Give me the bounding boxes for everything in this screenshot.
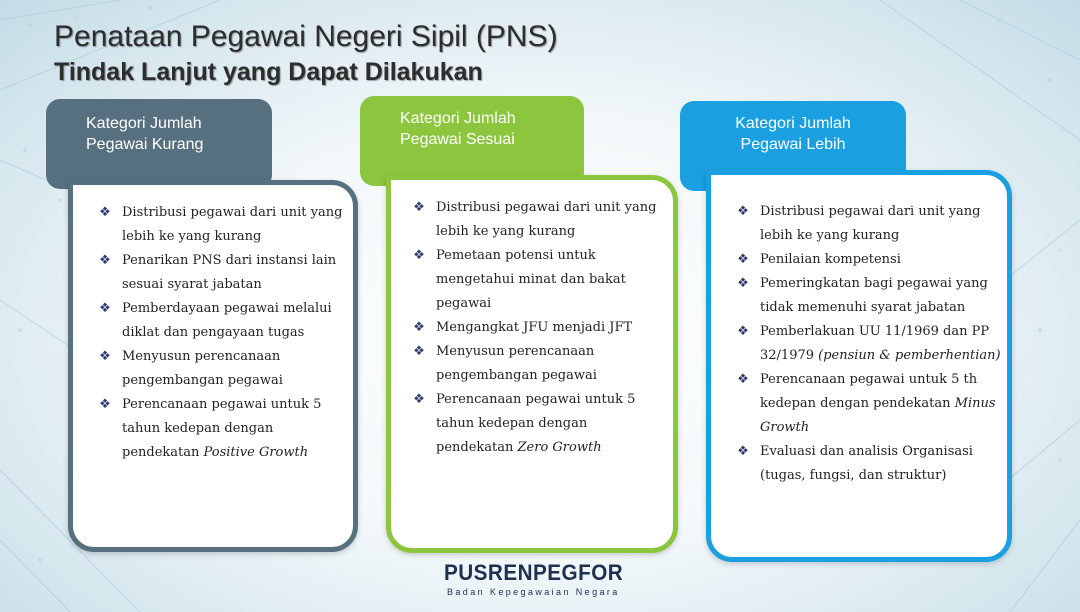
- category-card-sesuai: [386, 175, 678, 553]
- category-heading-line1: Kategori Jumlah: [400, 110, 516, 127]
- pusrenpegfor-logo: [444, 560, 636, 606]
- list-item: ❖ Pemberdayaan pegawai melalui diklat dan pengayaan tugas: [97, 297, 349, 345]
- diamond-bullet-icon: ❖: [737, 276, 749, 291]
- diamond-bullet-icon: ❖: [413, 200, 425, 215]
- list-item: ❖ Pemeringkatan bagi pegawai yang tidak memenuhi syarat jabatan: [735, 272, 1005, 320]
- category-heading-line2: Pegawai Kurang: [86, 136, 204, 153]
- list-item: ❖ Menyusun perencanaan pengembangan pegawai: [97, 345, 349, 393]
- list-item: ❖ Perencanaan pegawai untuk 5 tahun kedepan dengan pendekatan Zero Growth: [411, 388, 667, 460]
- diamond-bullet-icon: ❖: [737, 324, 749, 339]
- action-list: [97, 201, 349, 465]
- list-item: ❖ Mengangkat JFU menjadi JFT: [411, 316, 667, 340]
- list-item: ❖ Pemetaan potensi untuk mengetahui minat dan bakat pegawai: [411, 244, 667, 316]
- diamond-bullet-icon: ❖: [99, 205, 111, 220]
- list-item: ❖ Perencanaan pegawai untuk 5 th kedepan dengan pendekatan Minus Growth: [735, 368, 1005, 440]
- list-item: ❖ Penilaian kompetensi: [735, 248, 1005, 272]
- diamond-bullet-icon: ❖: [737, 444, 749, 459]
- list-item: ❖ Pemberlakuan UU 11/1969 dan PP 32/1979 (pensiun & pemberhentian): [735, 320, 1005, 368]
- category-heading-line1: Kategori Jumlah: [735, 115, 851, 132]
- list-item: ❖ Perencanaan pegawai untuk 5 tahun kedepan dengan pendekatan Positive Growth: [97, 393, 349, 465]
- page-title: Penataan Pegawai Negeri Sipil (PNS): [54, 20, 558, 53]
- category-heading-line1: Kategori Jumlah: [86, 115, 202, 132]
- category-card-kurang: [68, 180, 358, 552]
- diamond-bullet-icon: ❖: [99, 301, 111, 316]
- diamond-bullet-icon: ❖: [737, 372, 749, 387]
- diamond-bullet-icon: ❖: [413, 344, 425, 359]
- diamond-bullet-icon: ❖: [737, 204, 749, 219]
- list-item: ❖ Distribusi pegawai dari unit yang lebih ke yang kurang: [735, 200, 1005, 248]
- page-subtitle: Tindak Lanjut yang Dapat Dilakukan: [54, 58, 483, 86]
- list-item: ❖ Evaluasi dan analisis Organisasi (tugas, fungsi, dan struktur): [735, 440, 1005, 488]
- list-item: ❖ Menyusun perencanaan pengembangan pegawai: [411, 340, 667, 388]
- category-tab-sesuai: [360, 96, 584, 186]
- list-item: ❖ Penarikan PNS dari instansi lain sesuai syarat jabatan: [97, 249, 349, 297]
- diamond-bullet-icon: ❖: [99, 253, 111, 268]
- list-item: ❖ Distribusi pegawai dari unit yang lebih ke yang kurang: [411, 196, 667, 244]
- category-heading-line2: Pegawai Lebih: [740, 136, 846, 153]
- logo-name: PUSRENPEGFOR: [444, 560, 624, 585]
- diamond-bullet-icon: ❖: [99, 397, 111, 412]
- logo-tagline: Badan Kepegawaian Negara: [447, 587, 620, 597]
- diamond-bullet-icon: ❖: [99, 349, 111, 364]
- diamond-bullet-icon: ❖: [413, 392, 425, 407]
- action-list: [411, 196, 667, 460]
- diamond-bullet-icon: ❖: [413, 320, 425, 335]
- list-item: ❖ Distribusi pegawai dari unit yang lebih ke yang kurang: [97, 201, 349, 249]
- diamond-bullet-icon: ❖: [737, 252, 749, 267]
- category-heading-line2: Pegawai Sesuai: [400, 131, 515, 148]
- category-tab-kurang: [46, 99, 272, 189]
- action-list: [735, 200, 1005, 488]
- category-card-lebih: [706, 170, 1012, 562]
- diamond-bullet-icon: ❖: [413, 248, 425, 263]
